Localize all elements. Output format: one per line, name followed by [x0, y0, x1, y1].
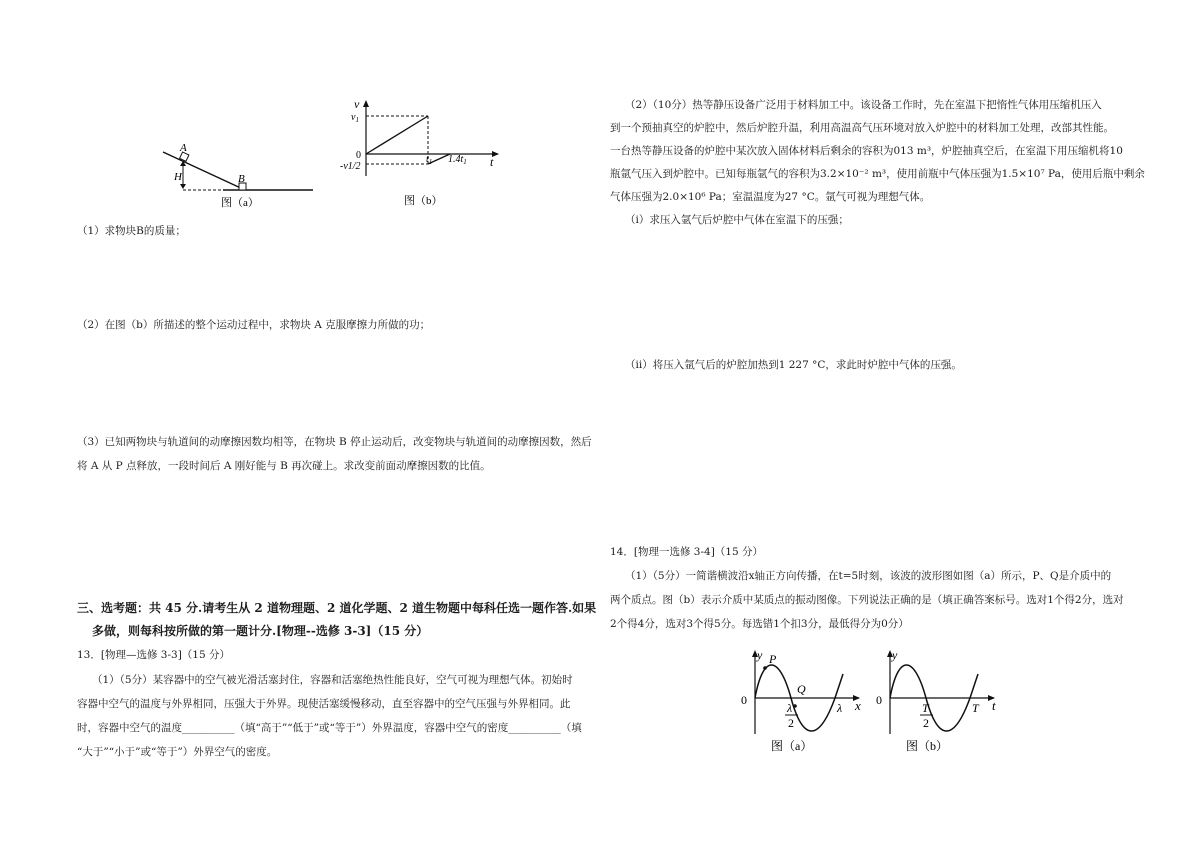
origin-label: 0 — [356, 150, 361, 161]
figure-wave-a — [735, 646, 870, 756]
neg-v1-half-label: -v1/2 — [340, 161, 361, 172]
wave-a-lambda: λ — [837, 701, 843, 715]
question-13-2-line-4: 瓶氩气压入到炉腔中。已知每瓶氩气的容积为3.2×10⁻² m³，使用前瓶中气体压强为1.5×10⁷ Pa，使用后瓶中剩余 — [610, 168, 1145, 180]
section-3-heading-line-2: 多做，则每科按所做的第一题计分.[物理--选修 3-3]（15 分） — [92, 624, 429, 638]
height-arrow-head-down — [180, 184, 186, 189]
v1-label: $v_1$ — [351, 112, 359, 124]
point-p — [763, 666, 767, 670]
point-q — [793, 704, 797, 708]
label-h: H — [174, 171, 182, 183]
section-3-heading-line-1: 三、选考题：共 45 分.请考生从 2 道物理题、2 道化学题、2 道生物题中每科任选一题作答.如果 — [77, 601, 597, 615]
t14-label: $1.4t_1$ — [448, 154, 467, 166]
question-13-2-line-1: （2）（10分）热等静压设备广泛用于材料加工中。该设备工作时，先在室温下把惰性气体用压缩机压入 — [625, 99, 1102, 111]
question-13-1-line-1: （1）（5分）某容器中的空气被光滑活塞封住，容器和活塞绝热性能良好，空气可视为理想气体。初始时 — [92, 674, 573, 686]
wave-a-y-label: y — [757, 648, 763, 662]
figure-b-caption: 图（b） — [404, 195, 443, 207]
figure-a-incline — [155, 140, 325, 212]
question-3-line-2: 将 A 从 P 点释放，一段时间后 A 刚好能与 B 再次碰上。求改变前面动摩擦因数的比值。 — [77, 460, 491, 472]
t-axis-label: t — [490, 155, 494, 169]
question-13-2-line-2: 到一个预抽真空的炉腔中，然后炉腔升温，利用高温高气压环境对放入炉腔中的材料加工处理，改部其性能。 — [610, 122, 1114, 134]
figure-wave-b — [870, 646, 1005, 756]
wave-b-origin: 0 — [876, 693, 882, 707]
wave-b-y-label: y — [892, 648, 898, 662]
question-14-1-line-1: （1）（5分）一简谐横波沿x轴正方向传播，在t=5时刻，该波的波形图如图（a）所示，P、Q是介质中的 — [625, 570, 1112, 582]
wave-b-caption: 图（b） — [906, 739, 949, 753]
figure-b-vt-graph — [330, 96, 510, 211]
question-13-2-line-3: 一台热等静压设备的炉腔中某次放入固体材料后剩余的容积为013 m³，炉腔抽真空后，在室温下用压缩机将10 — [610, 145, 1123, 157]
question-14-1-line-2: 两个质点。图（b）表示介质中某质点的振动图像。下列说法正确的是（填正确答案标号。选对1个得2分，选对 — [610, 594, 1124, 606]
question-2: （2）在图（b）所描述的整个运动过程中，求物块 A 克服摩擦力所做的功； — [77, 319, 431, 331]
wave-b-t-label: t — [992, 698, 996, 713]
wave-b-t-num: T — [922, 701, 929, 715]
wave-a-two: 2 — [788, 716, 794, 730]
wave-a-lambda-num: λ — [787, 701, 793, 715]
question-3-line-1: （3）已知两物块与轨道间的动摩擦因数均相等，在物块 B 停止运动后，改变物块与轨道间的动摩擦因数，然后 — [77, 436, 592, 448]
figure-a-caption: 图（a） — [221, 197, 259, 209]
wave-a-origin: 0 — [741, 693, 747, 707]
v-label: v — [354, 97, 360, 111]
accel-line — [366, 116, 428, 154]
question-13-2-line-5: 气体压强为2.0×10⁶ Pa；室温温度为27 °C。氩气可视为理想气体。 — [610, 191, 931, 203]
wave-a-caption: 图（a） — [771, 739, 813, 753]
label-a: A — [180, 142, 187, 154]
wave-a-p-label: P — [769, 652, 777, 666]
question-14-title: 14．[物理一选修 3-4]（15 分） — [610, 546, 763, 558]
label-b: B — [238, 173, 245, 185]
wave-a-x-label: x — [855, 698, 861, 713]
wave-a-q-label: Q — [797, 682, 806, 696]
question-13-2-part-ii: （ii）将压入氩气后的炉腔加热到1 227 °C，求此时炉腔中气体的压强。 — [625, 359, 962, 371]
question-13-title: 13．[物理—选修 3-3]（15 分） — [77, 649, 230, 661]
question-14-1-line-3: 2个得4分，选对3个得5分。每选错1个扣3分，最低得分为0分） — [610, 618, 909, 630]
question-13-2-part-i: （i）求压入氩气后炉腔中气体在室温下的压强； — [625, 214, 849, 226]
question-13-1-line-3: 时，容器中空气的温度__________（填“高于”“低于”或“等于”）外界温度，容器中空气的密度__________（填 — [77, 722, 582, 734]
question-13-1-line-2: 容器中空气的温度与外界相同，压强大于外界。现使活塞缓慢移动，直至容器中的空气压强与外界相同。此 — [77, 698, 571, 710]
question-13-1-line-4: “大于”“小于”或“等于”）外界空气的密度。 — [77, 746, 278, 758]
wave-b-period: T — [972, 701, 979, 715]
wave-b-two: 2 — [923, 716, 929, 730]
question-1: （1）求物块B的质量； — [77, 225, 186, 237]
v-axis-arrow — [363, 100, 369, 107]
t1-label: $t_1$ — [426, 154, 433, 166]
